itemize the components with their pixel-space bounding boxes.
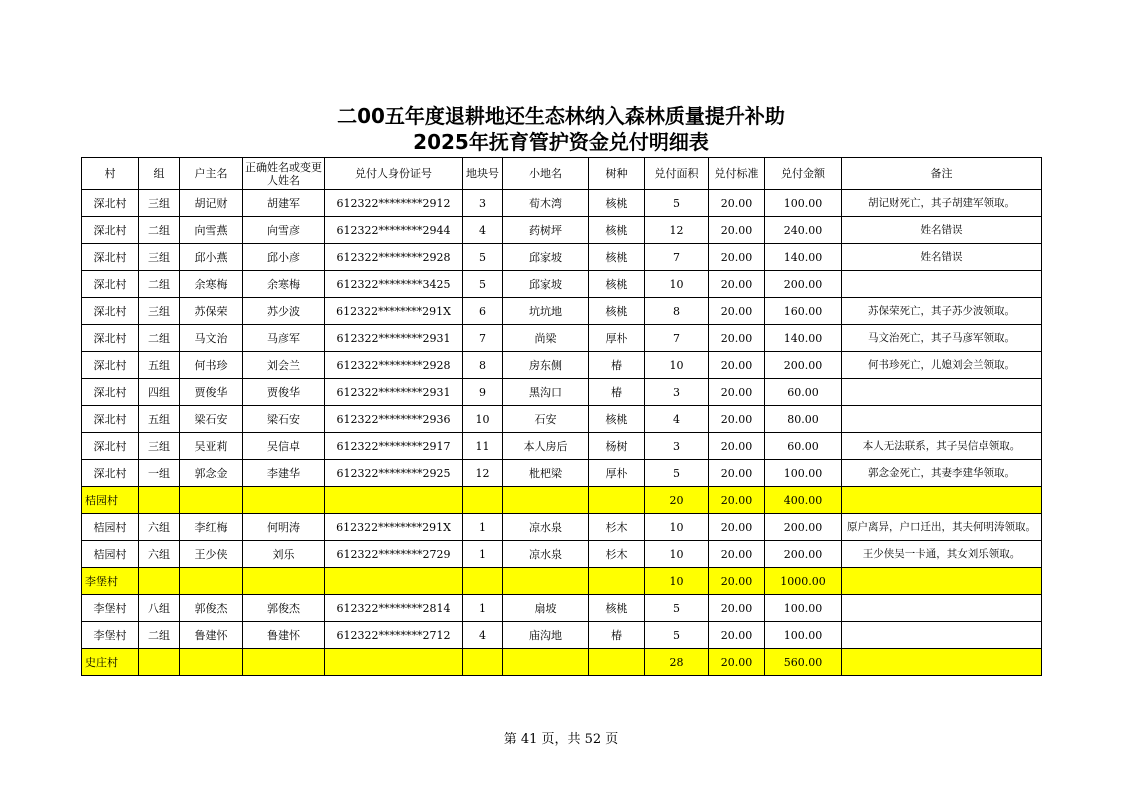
cell-area: 10	[645, 568, 709, 595]
cell-remark: 姓名错误	[842, 217, 1042, 244]
cell-amount: 560.00	[765, 649, 842, 676]
cell-tree-species: 厚朴	[589, 325, 645, 352]
cell-id-number: 612322********2936	[325, 406, 463, 433]
cell-area: 8	[645, 298, 709, 325]
cell-amount: 60.00	[765, 433, 842, 460]
cell-standard: 20.00	[709, 622, 765, 649]
cell-householder: 胡记财	[180, 190, 243, 217]
cell-amount: 200.00	[765, 541, 842, 568]
table-row	[82, 541, 1042, 568]
cell-correct-name: 邱小彦	[243, 244, 325, 271]
cell-village: 深北村	[82, 460, 139, 487]
cell-village: 深北村	[82, 379, 139, 406]
cell-id-number: 612322********2917	[325, 433, 463, 460]
cell-village: 桔园村	[82, 541, 139, 568]
cell-remark	[842, 406, 1042, 433]
cell-correct-name: 何明涛	[243, 514, 325, 541]
table-row	[82, 379, 1042, 406]
cell-place-name	[503, 568, 589, 595]
cell-id-number: 612322********2928	[325, 352, 463, 379]
cell-id-number: 612322********2729	[325, 541, 463, 568]
cell-tree-species: 核桃	[589, 244, 645, 271]
cell-village: 深北村	[82, 433, 139, 460]
cell-place-name: 石安	[503, 406, 589, 433]
cell-amount: 60.00	[765, 379, 842, 406]
cell-place-name: 荀木湾	[503, 190, 589, 217]
cell-village: 深北村	[82, 217, 139, 244]
table-row	[82, 352, 1042, 379]
cell-id-number	[325, 568, 463, 595]
cell-area: 3	[645, 433, 709, 460]
cell-tree-species: 杨树	[589, 433, 645, 460]
cell-place-name: 坑坑地	[503, 298, 589, 325]
cell-standard: 20.00	[709, 460, 765, 487]
village-summary-row	[82, 649, 1042, 676]
cell-plot-number: 6	[463, 298, 503, 325]
cell-group: 八组	[139, 595, 180, 622]
cell-village: 桔园村	[82, 514, 139, 541]
cell-group: 二组	[139, 622, 180, 649]
table-row	[82, 217, 1042, 244]
cell-correct-name: 刘会兰	[243, 352, 325, 379]
table-row	[82, 406, 1042, 433]
header-remark: 备注	[842, 158, 1042, 190]
cell-householder: 苏保荣	[180, 298, 243, 325]
cell-correct-name: 余寒梅	[243, 271, 325, 298]
cell-standard: 20.00	[709, 514, 765, 541]
cell-remark: 马文治死亡，其子马彦军领取。	[842, 325, 1042, 352]
village-summary-row	[82, 487, 1042, 514]
table-row	[82, 271, 1042, 298]
cell-amount: 240.00	[765, 217, 842, 244]
cell-place-name: 邱家坡	[503, 271, 589, 298]
cell-standard: 20.00	[709, 190, 765, 217]
cell-tree-species: 核桃	[589, 190, 645, 217]
cell-id-number: 612322********2814	[325, 595, 463, 622]
cell-area: 28	[645, 649, 709, 676]
cell-place-name: 黑沟口	[503, 379, 589, 406]
cell-id-number: 612322********2912	[325, 190, 463, 217]
header-row	[82, 158, 1042, 190]
cell-plot-number: 12	[463, 460, 503, 487]
cell-householder: 邱小燕	[180, 244, 243, 271]
cell-area: 10	[645, 352, 709, 379]
cell-correct-name: 胡建军	[243, 190, 325, 217]
cell-village: 深北村	[82, 244, 139, 271]
cell-id-number: 612322********2928	[325, 244, 463, 271]
header-village: 村	[82, 158, 139, 190]
cell-plot-number: 1	[463, 514, 503, 541]
cell-remark: 胡记财死亡，其子胡建军领取。	[842, 190, 1042, 217]
table-row	[82, 460, 1042, 487]
cell-place-name: 邱家坡	[503, 244, 589, 271]
table-row	[82, 622, 1042, 649]
cell-place-name: 药树坪	[503, 217, 589, 244]
cell-householder	[180, 487, 243, 514]
cell-area: 5	[645, 595, 709, 622]
table-row	[82, 244, 1042, 271]
cell-correct-name: 马彦军	[243, 325, 325, 352]
cell-plot-number: 7	[463, 325, 503, 352]
cell-id-number: 612322********291X	[325, 514, 463, 541]
cell-standard: 20.00	[709, 541, 765, 568]
cell-area: 20	[645, 487, 709, 514]
cell-remark: 王少侠吴一卡通，其女刘乐领取。	[842, 541, 1042, 568]
cell-area: 10	[645, 271, 709, 298]
cell-village: 李堡村	[82, 568, 139, 595]
cell-village: 李堡村	[82, 622, 139, 649]
cell-standard: 20.00	[709, 649, 765, 676]
cell-plot-number: 1	[463, 595, 503, 622]
cell-village: 桔园村	[82, 487, 139, 514]
cell-group: 一组	[139, 460, 180, 487]
cell-householder: 向雪燕	[180, 217, 243, 244]
cell-remark	[842, 595, 1042, 622]
cell-plot-number	[463, 649, 503, 676]
cell-standard: 20.00	[709, 433, 765, 460]
cell-correct-name	[243, 487, 325, 514]
cell-plot-number: 4	[463, 622, 503, 649]
cell-group: 二组	[139, 271, 180, 298]
cell-correct-name: 苏少波	[243, 298, 325, 325]
cell-id-number	[325, 649, 463, 676]
table-row	[82, 514, 1042, 541]
cell-group: 三组	[139, 244, 180, 271]
cell-remark: 苏保荣死亡，其子苏少波领取。	[842, 298, 1042, 325]
cell-group: 二组	[139, 217, 180, 244]
document-title-line-2: 2025年抚育管护资金兑付明细表	[413, 130, 709, 154]
cell-householder: 何书珍	[180, 352, 243, 379]
header-amount: 兑付金额	[765, 158, 842, 190]
cell-group: 五组	[139, 352, 180, 379]
cell-group: 三组	[139, 298, 180, 325]
cell-standard: 20.00	[709, 298, 765, 325]
cell-correct-name: 刘乐	[243, 541, 325, 568]
cell-plot-number: 10	[463, 406, 503, 433]
cell-village: 深北村	[82, 352, 139, 379]
cell-place-name	[503, 487, 589, 514]
cell-tree-species: 椿	[589, 622, 645, 649]
cell-id-number: 612322********2931	[325, 379, 463, 406]
cell-tree-species: 核桃	[589, 406, 645, 433]
table-row	[82, 595, 1042, 622]
cell-correct-name	[243, 649, 325, 676]
cell-correct-name: 李建华	[243, 460, 325, 487]
cell-tree-species: 核桃	[589, 271, 645, 298]
cell-id-number: 612322********3425	[325, 271, 463, 298]
cell-id-number	[325, 487, 463, 514]
cell-plot-number: 8	[463, 352, 503, 379]
cell-amount: 140.00	[765, 244, 842, 271]
cell-place-name: 庙沟地	[503, 622, 589, 649]
header-group: 组	[139, 158, 180, 190]
cell-group	[139, 487, 180, 514]
cell-standard: 20.00	[709, 217, 765, 244]
cell-standard: 20.00	[709, 595, 765, 622]
cell-remark: 原户离异，户口迁出，其夫何明涛领取。	[842, 514, 1042, 541]
cell-standard: 20.00	[709, 379, 765, 406]
cell-remark	[842, 487, 1042, 514]
cell-amount: 100.00	[765, 622, 842, 649]
cell-group: 三组	[139, 190, 180, 217]
cell-amount: 200.00	[765, 352, 842, 379]
cell-correct-name: 鲁建怀	[243, 622, 325, 649]
cell-amount: 160.00	[765, 298, 842, 325]
cell-amount: 200.00	[765, 271, 842, 298]
header-tree-species: 树种	[589, 158, 645, 190]
cell-correct-name	[243, 568, 325, 595]
header-id-number: 兑付人身份证号	[325, 158, 463, 190]
cell-householder: 李红梅	[180, 514, 243, 541]
cell-id-number: 612322********291X	[325, 298, 463, 325]
cell-householder: 余寒梅	[180, 271, 243, 298]
cell-plot-number: 1	[463, 541, 503, 568]
cell-group	[139, 568, 180, 595]
cell-remark: 姓名错误	[842, 244, 1042, 271]
cell-standard: 20.00	[709, 352, 765, 379]
cell-remark	[842, 649, 1042, 676]
cell-place-name: 本人房后	[503, 433, 589, 460]
cell-plot-number	[463, 568, 503, 595]
cell-id-number: 612322********2712	[325, 622, 463, 649]
table-row	[82, 190, 1042, 217]
cell-remark	[842, 568, 1042, 595]
payment-detail-table	[81, 157, 1042, 676]
cell-place-name: 扇坡	[503, 595, 589, 622]
cell-tree-species: 杉木	[589, 514, 645, 541]
cell-tree-species: 杉木	[589, 541, 645, 568]
cell-id-number: 612322********2944	[325, 217, 463, 244]
cell-place-name: 尚梁	[503, 325, 589, 352]
header-plot-number: 地块号	[463, 158, 503, 190]
cell-householder: 吴亚莉	[180, 433, 243, 460]
cell-standard: 20.00	[709, 325, 765, 352]
table-body	[82, 190, 1042, 676]
cell-remark: 本人无法联系，其子吴信卓领取。	[842, 433, 1042, 460]
table-row	[82, 298, 1042, 325]
cell-tree-species	[589, 649, 645, 676]
cell-place-name: 枇杷梁	[503, 460, 589, 487]
cell-place-name	[503, 649, 589, 676]
cell-tree-species	[589, 568, 645, 595]
header-householder: 户主名	[180, 158, 243, 190]
cell-plot-number: 3	[463, 190, 503, 217]
cell-householder	[180, 649, 243, 676]
cell-remark	[842, 622, 1042, 649]
cell-correct-name: 吴信卓	[243, 433, 325, 460]
cell-area: 10	[645, 541, 709, 568]
cell-remark	[842, 379, 1042, 406]
cell-remark: 何书珍死亡，儿媳刘会兰领取。	[842, 352, 1042, 379]
cell-village: 深北村	[82, 271, 139, 298]
cell-householder: 郭念金	[180, 460, 243, 487]
cell-remark: 郭念金死亡，其妻李建华领取。	[842, 460, 1042, 487]
cell-area: 12	[645, 217, 709, 244]
table-row	[82, 325, 1042, 352]
cell-village: 李堡村	[82, 595, 139, 622]
cell-tree-species: 厚朴	[589, 460, 645, 487]
cell-area: 4	[645, 406, 709, 433]
cell-amount: 1000.00	[765, 568, 842, 595]
cell-householder: 鲁建怀	[180, 622, 243, 649]
cell-amount: 140.00	[765, 325, 842, 352]
cell-tree-species	[589, 487, 645, 514]
cell-id-number: 612322********2931	[325, 325, 463, 352]
cell-place-name: 凉水泉	[503, 514, 589, 541]
cell-group: 四组	[139, 379, 180, 406]
document-title-line-1: 二00五年度退耕地还生态林纳入森林质量提升补助	[337, 104, 785, 128]
cell-tree-species: 核桃	[589, 595, 645, 622]
cell-householder: 郭俊杰	[180, 595, 243, 622]
cell-tree-species: 核桃	[589, 298, 645, 325]
table-row	[82, 433, 1042, 460]
cell-correct-name: 向雪彦	[243, 217, 325, 244]
cell-plot-number: 5	[463, 271, 503, 298]
cell-householder: 梁石安	[180, 406, 243, 433]
cell-village: 深北村	[82, 325, 139, 352]
cell-amount: 200.00	[765, 514, 842, 541]
cell-group: 三组	[139, 433, 180, 460]
cell-plot-number: 11	[463, 433, 503, 460]
cell-village: 深北村	[82, 298, 139, 325]
cell-householder: 王少侠	[180, 541, 243, 568]
cell-area: 10	[645, 514, 709, 541]
cell-householder: 贾俊华	[180, 379, 243, 406]
cell-village: 深北村	[82, 190, 139, 217]
cell-group	[139, 649, 180, 676]
cell-amount: 100.00	[765, 595, 842, 622]
cell-group: 五组	[139, 406, 180, 433]
cell-standard: 20.00	[709, 244, 765, 271]
cell-area: 3	[645, 379, 709, 406]
cell-standard: 20.00	[709, 406, 765, 433]
cell-standard: 20.00	[709, 568, 765, 595]
cell-householder	[180, 568, 243, 595]
cell-tree-species: 椿	[589, 352, 645, 379]
cell-place-name: 房东侧	[503, 352, 589, 379]
cell-group: 二组	[139, 325, 180, 352]
cell-group: 六组	[139, 514, 180, 541]
cell-area: 5	[645, 190, 709, 217]
header-area: 兑付面积	[645, 158, 709, 190]
cell-standard: 20.00	[709, 271, 765, 298]
cell-correct-name: 梁石安	[243, 406, 325, 433]
cell-remark	[842, 271, 1042, 298]
cell-area: 5	[645, 460, 709, 487]
cell-area: 5	[645, 622, 709, 649]
cell-place-name: 凉水泉	[503, 541, 589, 568]
header-standard: 兑付标准	[709, 158, 765, 190]
page-footer: 第 41 页，共 52 页	[503, 732, 619, 747]
cell-plot-number: 9	[463, 379, 503, 406]
cell-correct-name: 郭俊杰	[243, 595, 325, 622]
cell-village: 深北村	[82, 406, 139, 433]
cell-correct-name: 贾俊华	[243, 379, 325, 406]
cell-area: 7	[645, 325, 709, 352]
cell-amount: 100.00	[765, 190, 842, 217]
header-correct-name: 正确姓名或变更人姓名	[243, 158, 325, 190]
cell-area: 7	[645, 244, 709, 271]
cell-plot-number: 5	[463, 244, 503, 271]
header-place-name: 小地名	[503, 158, 589, 190]
cell-amount: 400.00	[765, 487, 842, 514]
cell-householder: 马文治	[180, 325, 243, 352]
cell-amount: 80.00	[765, 406, 842, 433]
cell-amount: 100.00	[765, 460, 842, 487]
cell-village: 史庄村	[82, 649, 139, 676]
cell-standard: 20.00	[709, 487, 765, 514]
cell-group: 六组	[139, 541, 180, 568]
cell-tree-species: 椿	[589, 379, 645, 406]
cell-plot-number: 4	[463, 217, 503, 244]
village-summary-row	[82, 568, 1042, 595]
cell-tree-species: 核桃	[589, 217, 645, 244]
cell-id-number: 612322********2925	[325, 460, 463, 487]
cell-plot-number	[463, 487, 503, 514]
